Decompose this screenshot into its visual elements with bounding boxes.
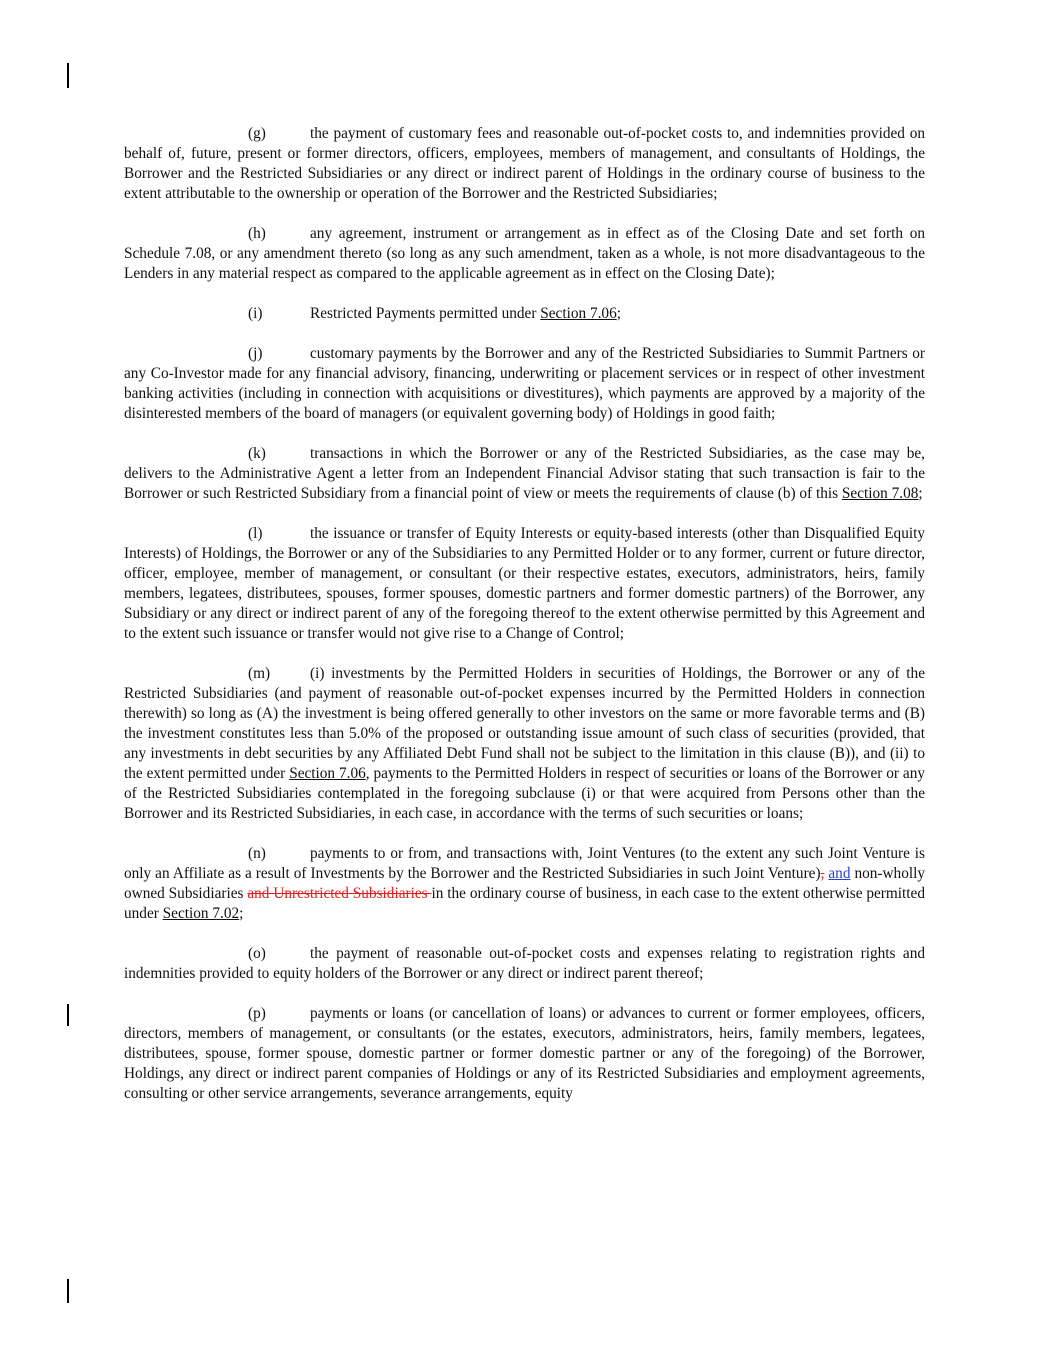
clause-text: the payment of reasonable out-of-pocket costs and expenses relating to registration rights and indemnities provided to equity holders of the Borrower or any direct or indirect parent thereof; <box>124 945 925 982</box>
section-reference: Section 7.08 <box>841 485 919 502</box>
clause-text: transactions in which the Borrower or any of the Restricted Subsidiaries, as the case may be, delivers to the Administrative Agent a letter from an Independent Financial Advisor stating that such transaction is fair to the Borrower or such Restricted Subsidiary from a financial point of view or meets the requirements of clause (b) of this <box>124 445 925 502</box>
clause-text-end: ; <box>616 305 621 322</box>
clause-j <box>124 344 925 424</box>
section-reference: Section 7.06 <box>540 305 617 322</box>
clause-h <box>124 224 925 284</box>
clause-text: Restricted Payments permitted under <box>310 305 541 322</box>
clause-label: (l) <box>248 525 263 542</box>
change-bar-top <box>67 63 69 88</box>
clause-text: customary payments by the Borrower and any of the Restricted Subsidiaries to Summit Partners or any Co-Investor made for any financial advisory, financing, underwriting or placement services or in respect of other investment banking activities (including in connection with acquisitions or divestitures), which payments are approved by a majority of the disinterested members of the board of managers (or equivalent governing body) of Holdings in good faith; <box>124 345 925 422</box>
clause-k <box>124 444 925 504</box>
clause-text-end: , payments to the Permitted Holders in respect of securities or loans of the Borrower or any of the Restricted Subsidiaries contemplated in the foregoing subclause (i) or that were acquired from Persons other than the Borrower and its Restricted Subsidiaries, in each case, in accordance with the terms of such securities or loans; <box>124 765 926 822</box>
clause-text: payments or loans (or cancellation of loans) or advances to current or former employees, officers, directors, members of management, or consultants (or the estates, executors, administrators, heirs, family members, legatees, distributees, spouse, former spouse, domestic partner or former domestic partner or any of the foregoing) of the Borrower, Holdings, any direct or indirect parent companies of Holdings or any of its Restricted Subsidiaries and employment agreements, consulting or other service arrangements, severance arrangements, equity <box>124 1005 925 1102</box>
clause-text: (i) investments by the Permitted Holders in securities of Holdings, the Borrower or any of the Restricted Subsidiaries (and payment of reasonable out-of-pocket expenses incurred by the Permitted Holders in connection therewith) so long as (A) the investment is being offered generally to other investors on the same or more favorable terms and (B) the investment constitutes less than 5.0% of the proposed or outstanding issue amount of such class of securities (provided, that any investments in debt securities by any Affiliated Debt Fund shall not be subject to the limitation in this clause (B)), and (ii) to the extent permitted under <box>124 665 925 782</box>
clause-text-middle: non-wholly owned Subsidiaries <box>124 865 926 902</box>
clause-p <box>124 1004 925 1104</box>
section-reference: Section 7.02 <box>162 905 240 922</box>
clause-text-end: ; <box>918 485 923 502</box>
clause-g <box>124 124 925 204</box>
clause-label: (n) <box>248 845 266 862</box>
deleted-text: , <box>820 865 825 882</box>
change-bar-bottom <box>67 1279 69 1303</box>
clause-label: (m) <box>248 665 271 682</box>
clause-n <box>124 844 925 924</box>
clause-l <box>124 524 925 644</box>
clause-text: any agreement, instrument or arrangement as in effect as of the Closing Date and set forth on Schedule 7.08, or any amendment thereto (so long as any such amendment, taken as a whole, is not more disadvantageous to the Lenders in any material respect as compared to the applicable agreement as in effect on the Closing Date); <box>124 225 925 282</box>
clause-label: (i) <box>248 305 263 322</box>
clause-label: (p) <box>248 1005 266 1022</box>
clause-text-continued: in the ordinary course of business, in each case to the extent otherwise permitted under <box>124 885 925 922</box>
clause-text: the payment of customary fees and reasonable out-of-pocket costs to, and indemnities provided on behalf of, future, present or former directors, officers, employees, members of management, and consultants of Holdings, the Borrower and the Restricted Subsidiaries or any direct or indirect parent of Holdings in the ordinary course of business to the extent attributable to the ownership or operation of the Borrower and the Restricted Subsidiaries; <box>124 125 925 202</box>
document-body <box>124 124 925 1124</box>
section-reference: Section 7.06 <box>289 765 366 782</box>
deleted-text: and Unrestricted Subsidiaries <box>247 885 432 902</box>
clause-m <box>124 664 925 824</box>
clause-label: (g) <box>248 125 266 142</box>
clause-text-end: ; <box>239 905 244 922</box>
clause-o <box>124 944 925 984</box>
clause-label: (k) <box>248 445 266 462</box>
clause-i <box>124 304 925 324</box>
clause-label: (h) <box>248 225 266 242</box>
clause-label: (j) <box>248 345 263 362</box>
clause-label: (o) <box>248 945 266 962</box>
clause-text: payments to or from, and transactions with, Joint Ventures (to the extent any such Joint Venture is only an Affiliate as a result of Investments by the Borrower and the Restricted Subsidiaries in such Joint Venture) <box>124 845 925 882</box>
inserted-text: and <box>828 865 851 882</box>
change-bar-middle <box>67 1004 69 1026</box>
clause-text: the issuance or transfer of Equity Interests or equity-based interests (other than Disqualified Equity Interests) of Holdings, the Borrower or any of the Subsidiaries to any Permitted Holder or to any former, current or future director, officer, employee, member of management, or consultant (or their respective estates, executors, administrators, heirs, family members, legatees, distributees, spouses, former spouses, domestic partners and former domestic partners) of the Borrower, any Subsidiary or any direct or indirect parent of any of the foregoing thereof to the extent otherwise permitted by this Agreement and to the extent such issuance or transfer would not give rise to a Change of Control; <box>124 525 925 642</box>
